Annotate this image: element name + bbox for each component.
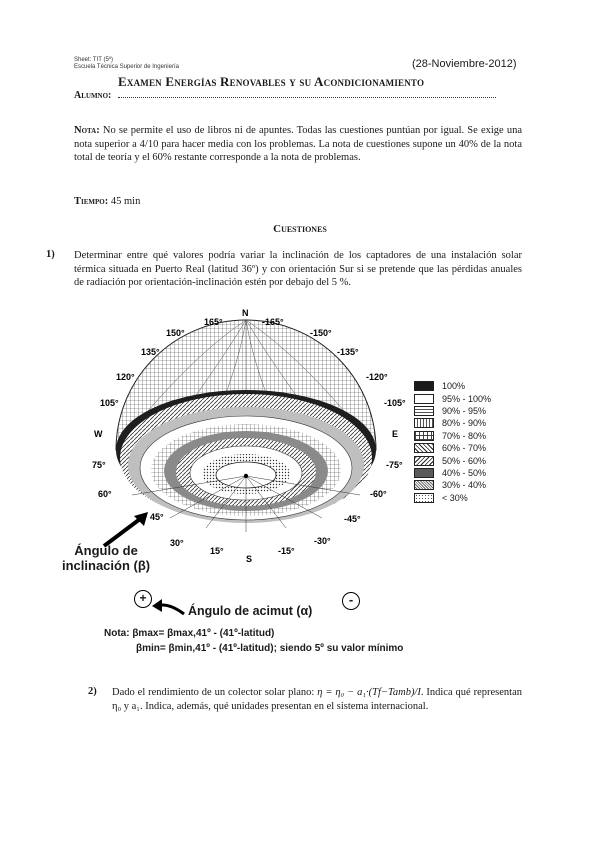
alumno-label: Alumno: [74, 90, 112, 101]
legend-label: 30% - 40% [442, 480, 487, 491]
compass-e: E [392, 429, 399, 439]
nota-label: Nota: [74, 125, 100, 136]
legend-label: 95% - 100% [442, 393, 492, 404]
legend-swatch [414, 394, 434, 404]
formula-line2: βmin= βmin,41º - (41º-latitud); siendo 5º su valor mínimo [136, 643, 404, 654]
legend-swatch [414, 406, 434, 416]
legend-row [414, 417, 491, 429]
q2-formula: η = η₀ − a₁·(Tf−Tamb)/I [317, 687, 421, 698]
az-30: 30° [170, 538, 184, 548]
header-left-line2: Escuela Técnica Superior de Ingeniería [74, 64, 179, 70]
legend-label: 70% - 80% [442, 430, 487, 441]
legend-swatch [414, 456, 434, 466]
az-m150: -150° [310, 328, 332, 338]
az-15: 15° [210, 546, 224, 556]
alumno-field-line[interactable] [118, 97, 496, 98]
legend-swatch [414, 493, 434, 503]
plus-icon: + [134, 590, 152, 608]
legend-label: 50% - 60% [442, 455, 487, 466]
zenith-dot [244, 474, 248, 478]
compass-n: N [242, 308, 249, 318]
az-45: 45° [150, 512, 164, 522]
az-m60: -60° [370, 489, 387, 499]
q2-text-a: Dado el rendimiento de un colector solar plano: [112, 687, 315, 698]
az-m15: -15° [278, 546, 295, 556]
legend-row [414, 454, 491, 466]
az-135: 135° [141, 347, 160, 357]
az-m30: -30° [314, 536, 331, 546]
q2-text-b: . Indica qué representan η₀ y a₁. Indica, además, qué unidades presentan en el sistema internacional. [112, 687, 522, 712]
compass-s: S [246, 554, 253, 564]
az-m120: -120° [366, 372, 388, 382]
az-m105: -105° [384, 398, 406, 408]
legend-label: 60% - 70% [442, 443, 487, 454]
legend-swatch [414, 418, 434, 428]
legend-label: 100% [442, 381, 466, 392]
az-m135: -135° [337, 347, 359, 357]
legend-label: 40% - 50% [442, 467, 487, 478]
q1-text: Determinar entre qué valores podría variar la inclinación de los captadores de una instalación solar térmica situada en Puerto Real (latitud 36º) y con orientación Sur si se pretende que las pérdidas anuales de radiación por orientación-inclinación estén por debajo del 5 %. [74, 250, 522, 289]
legend [414, 380, 491, 504]
legend-swatch [414, 480, 434, 490]
legend-label: 90% - 95% [442, 405, 487, 416]
minus-icon: - [342, 592, 360, 610]
az-165: 165° [204, 317, 223, 327]
inclinacion-label [62, 543, 150, 573]
compass-w: W [94, 429, 103, 439]
legend-swatch [414, 468, 434, 478]
az-60: 60° [98, 489, 112, 499]
legend-row [414, 405, 491, 417]
legend-row [414, 380, 491, 392]
inclinacion-arrow-icon [100, 508, 160, 548]
legend-row [414, 430, 491, 442]
section-title: Cuestiones [273, 223, 327, 235]
legend-row [414, 492, 491, 504]
exam-date: (28-Noviembre-2012) [412, 58, 517, 70]
legend-swatch [414, 443, 434, 453]
legend-row [414, 479, 491, 491]
acimut-arrow-icon [150, 596, 186, 618]
nota-text: No se permite el uso de libros ni de apuntes. Todas las cuestiones puntúan por igual. Se exige una nota superior a 4/10 para hacer media con los problemas. La nota de cuestiones supone un 40% de la nota total de teoría y el 60% restante corresponde a la nota de problemas. [74, 125, 522, 164]
legend-row [414, 442, 491, 454]
az-150: 150° [166, 328, 185, 338]
az-m165: -165° [262, 317, 284, 327]
inclinacion-line1: Ángulo de [74, 543, 138, 558]
acimut-label: Ángulo de acimut (α) [188, 604, 313, 618]
legend-label: < 30% [442, 492, 468, 503]
legend-swatch [414, 431, 434, 441]
az-m45: -45° [344, 514, 361, 524]
az-75: 75° [92, 460, 106, 470]
q2-number: 2) [88, 686, 97, 697]
inclinacion-line2: inclinación (β) [62, 558, 151, 573]
legend-row [414, 392, 491, 404]
az-120: 120° [116, 372, 135, 382]
tiempo-label: Tiempo: [74, 196, 109, 207]
tiempo-value: 45 min [110, 196, 141, 207]
q1-number: 1) [46, 249, 55, 260]
legend-label: 80% - 90% [442, 418, 487, 429]
formula-line1: Nota: βmax= βmax,41º - (41º-latitud) [104, 628, 275, 639]
legend-row [414, 467, 491, 479]
az-m75: -75° [386, 460, 403, 470]
legend-swatch [414, 381, 434, 391]
exam-title: Examen Energías Renovables y su Acondicionamiento [118, 74, 425, 89]
nota-paragraph [74, 124, 522, 165]
az-105: 105° [100, 398, 119, 408]
header-left-line1: Sheet: TIT (5º) [74, 57, 113, 63]
q2-text [112, 686, 522, 713]
tiempo-line [74, 195, 140, 209]
